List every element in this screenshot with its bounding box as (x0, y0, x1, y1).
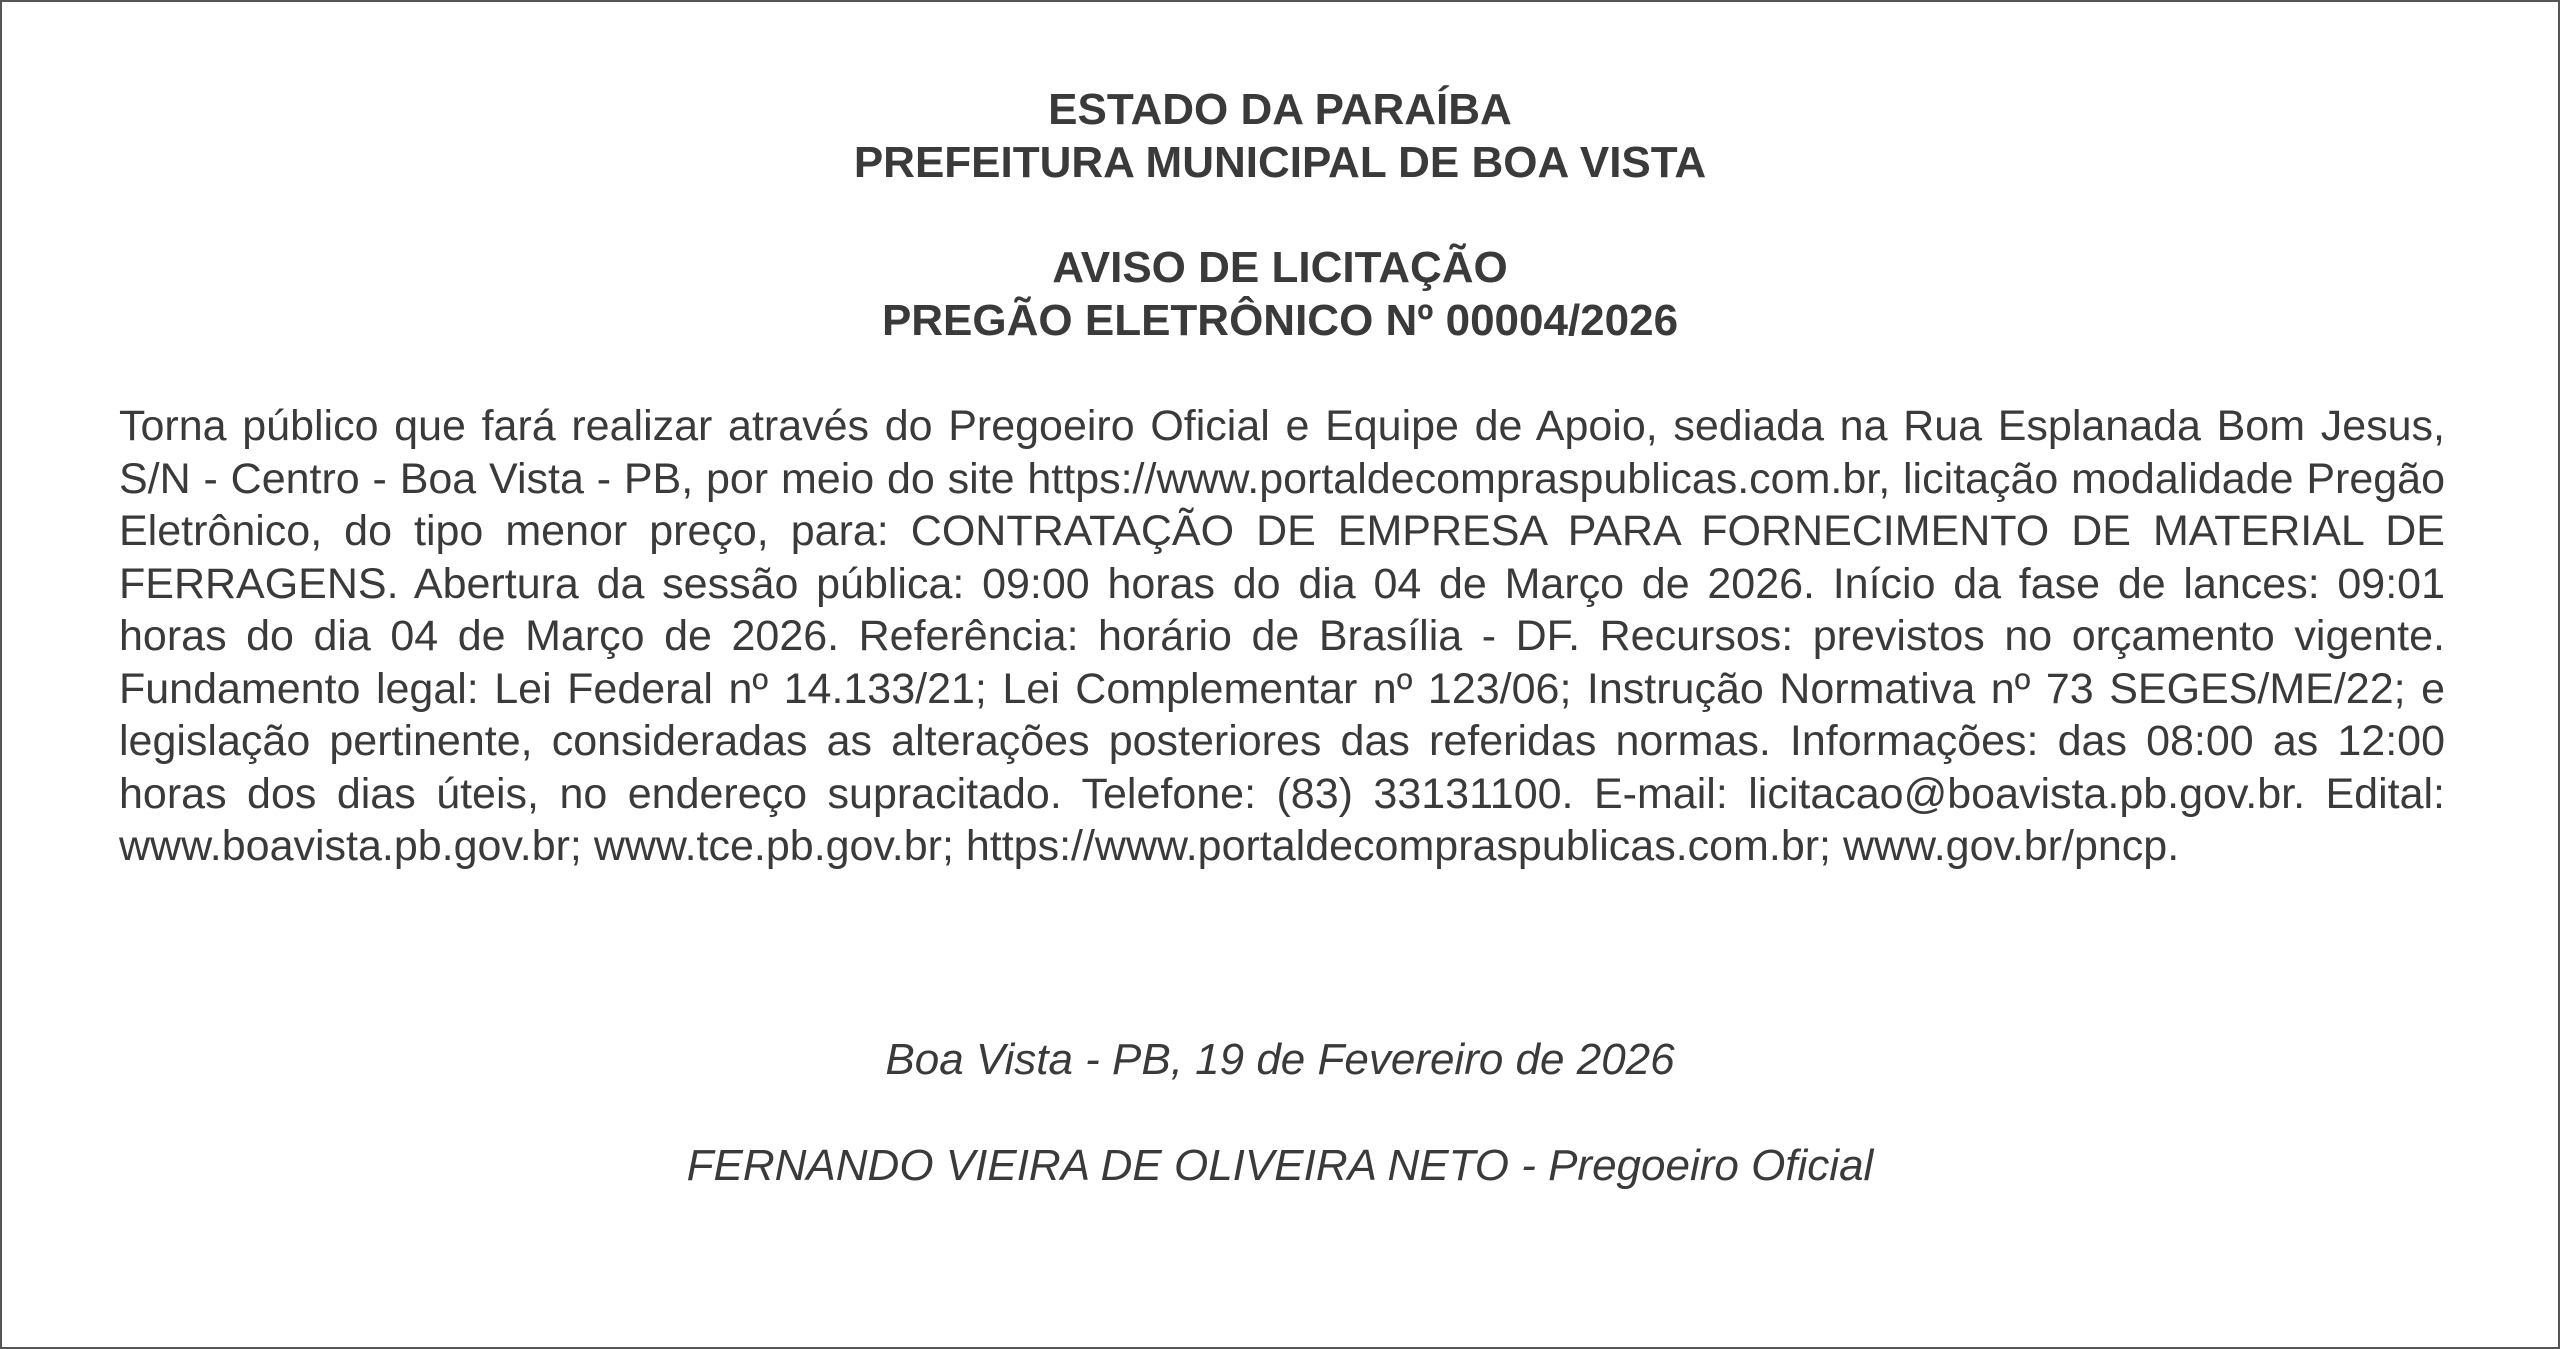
signature-line: FERNANDO VIEIRA DE OLIVEIRA NETO - Pregoeiro Oficial (686, 1141, 1874, 1190)
notice-body: Torna público que fará realizar através do Pregoeiro Oficial e Equipe de Apoio, sediada na Rua Esplanada Bom Jesus, S/N - Centro - Boa Vista - PB, por meio do site https://www.portaldecompraspublicas.com.br, licitação modalidade Pregão Eletrônico, do tipo menor preço, para: CONTRATAÇÃO DE EMPRESA PARA FORNECIMENTO DE MATERIAL DE FERRAGENS. Abertura da sessão pública: 09:00 horas do dia 04 de Março de 2026. Início da fase de lances: 09:01 horas do dia 04 de Março de 2026. Referência: horário de Brasília - DF. Recursos: previstos no orçamento vigente. Fundamento legal: Lei Federal nº 14.133/21; Lei Complementar nº 123/06; Instrução Normativa nº 73 SEGES/ME/22; e legislação pertinente, consideradas as alterações posteriores das referidas normas. Informações: das 08:00 as 12:00 horas dos dias úteis, no endereço supracitado. Telefone: (83) 33131100. E-mail: licitacao@boavista.pb.gov.br. Edital: www.boavista.pb.gov.br; www.tce.pb.gov.br; https://www.portaldecompraspublicas.com.br; www.gov.br/pncp. (119, 402, 2445, 870)
place-date: Boa Vista - PB, 19 de Fevereiro de 2026 (885, 1035, 1675, 1084)
municipality-heading: PREFEITURA MUNICIPAL DE BOA VISTA (853, 138, 1707, 187)
procedure-number: PREGÃO ELETRÔNICO Nº 00004/2026 (881, 296, 1679, 345)
state-heading: ESTADO DA PARAÍBA (1048, 85, 1512, 134)
notice-title: AVISO DE LICITAÇÃO (1052, 243, 1508, 292)
